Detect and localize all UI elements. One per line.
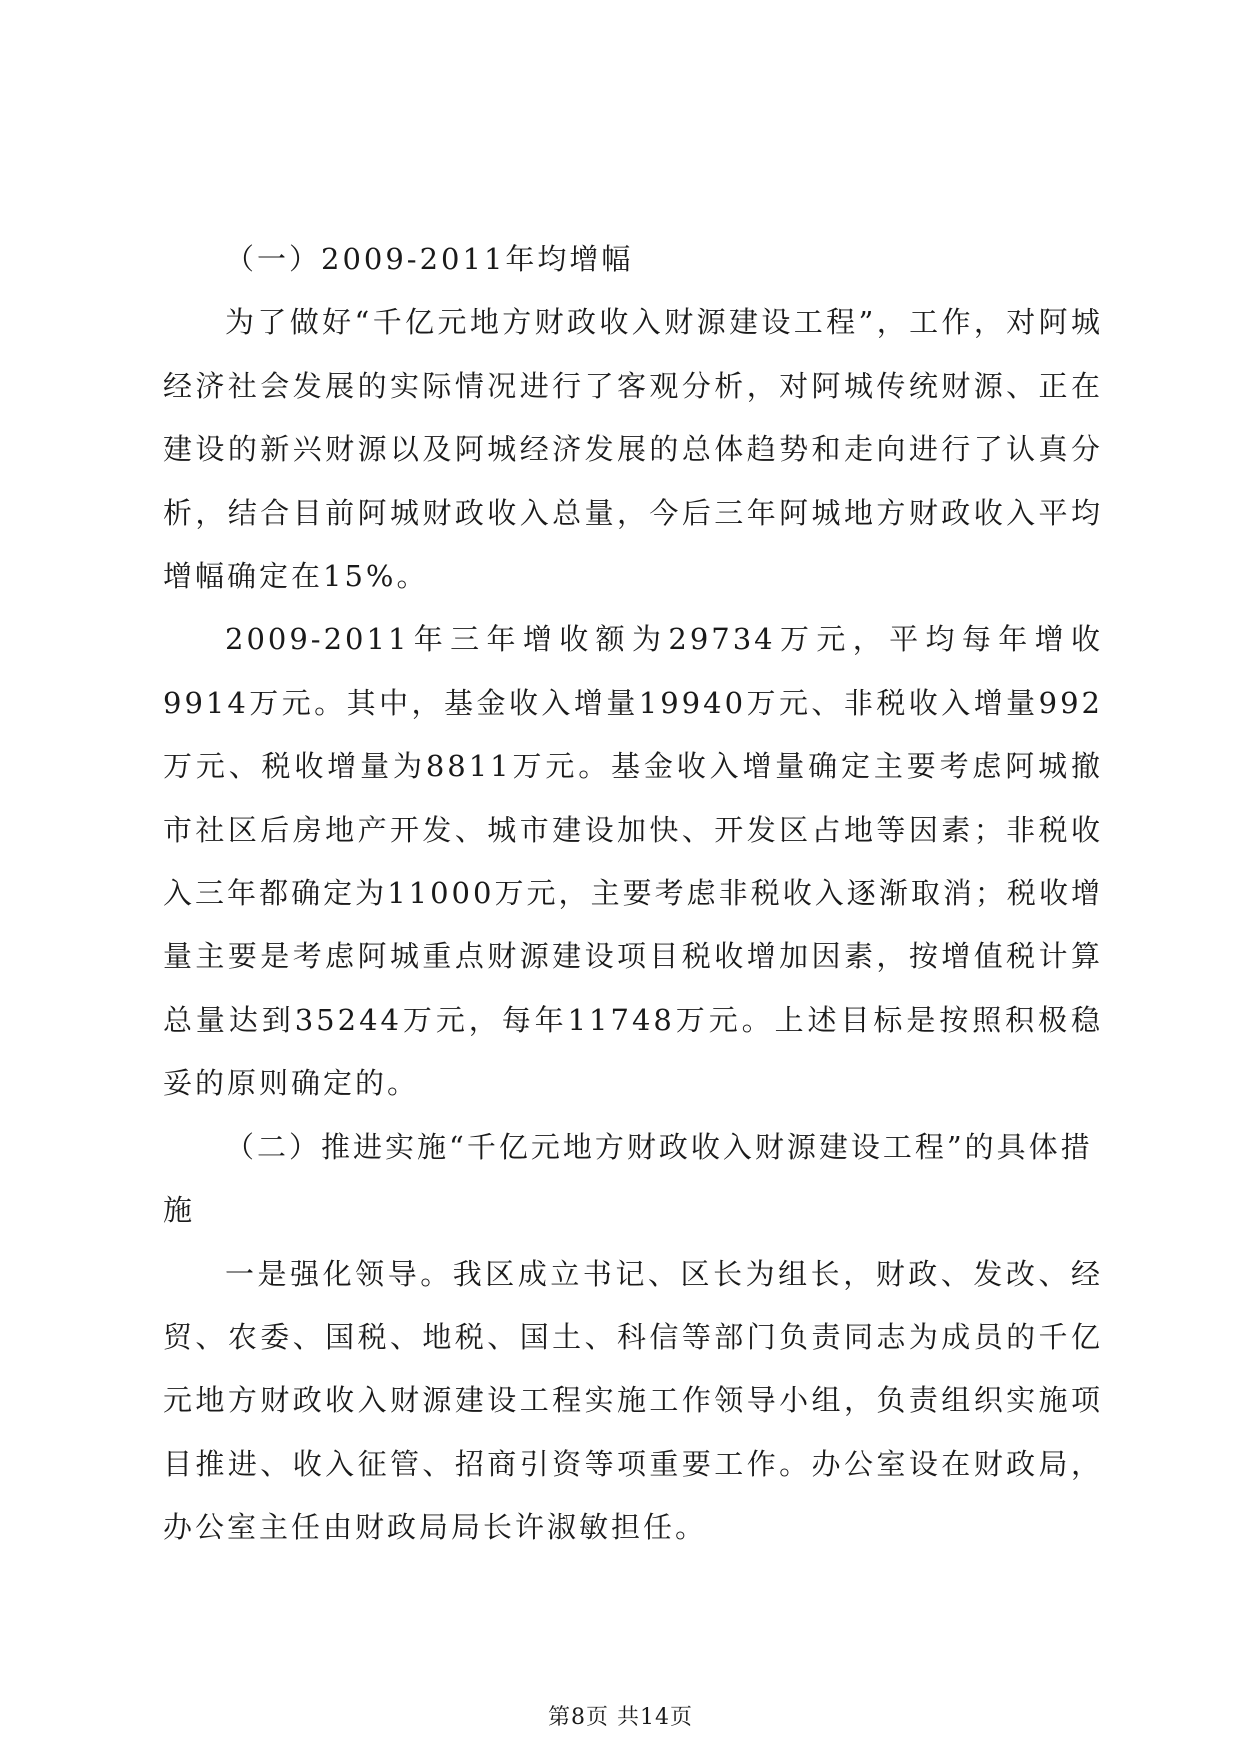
paragraph-2: 2009-2011年三年增收额为29734万元，平均每年增收9914万元。其中，基金收入增量19940万元、非税收入增量992万元、税收增量为8811万元。基金收入增量确定主要考虑阿城撤市社区后房地产开发、城市建设加快、开发区占地等因素；非税收入三年都确定为11000万元，主要考虑非税收入逐渐取消；税收增量主要是考虑阿城重点财源建设项目税收增加因素，按增值税计算总量达到35244万元，每年11748万元。上述目标是按照积极稳妥的原则确定的。 [163, 622, 1103, 1101]
page-number-footer: 第8页 共14页 [548, 1705, 693, 1730]
section-heading-2: （二）推进实施“千亿元地方财政收入财源建设工程”的具体措施 [163, 1129, 1093, 1228]
section-heading-1: （一）2009-2011年均增幅 [225, 242, 634, 276]
document-body [163, 228, 1103, 1560]
paragraph-1: 为了做好“千亿元地方财政收入财源建设工程”，工作，对阿城经济社会发展的实际情况进行了客观分析，对阿城传统财源、正在建设的新兴财源以及阿城经济发展的总体趋势和走向进行了认真分析，结合目前阿城财政收入总量，今后三年阿城地方财政收入平均增幅确定在15%。 [163, 305, 1103, 594]
paragraph-3: 一是强化领导。我区成立书记、区长为组长，财政、发改、经贸、农委、国税、地税、国土、科信等部门负责同志为成员的千亿元地方财政收入财源建设工程实施工作领导小组，负责组织实施项目推进、收入征管、招商引资等项重要工作。办公室设在财政局，办公室主任由财政局局长许淑敏担任。 [163, 1256, 1103, 1545]
